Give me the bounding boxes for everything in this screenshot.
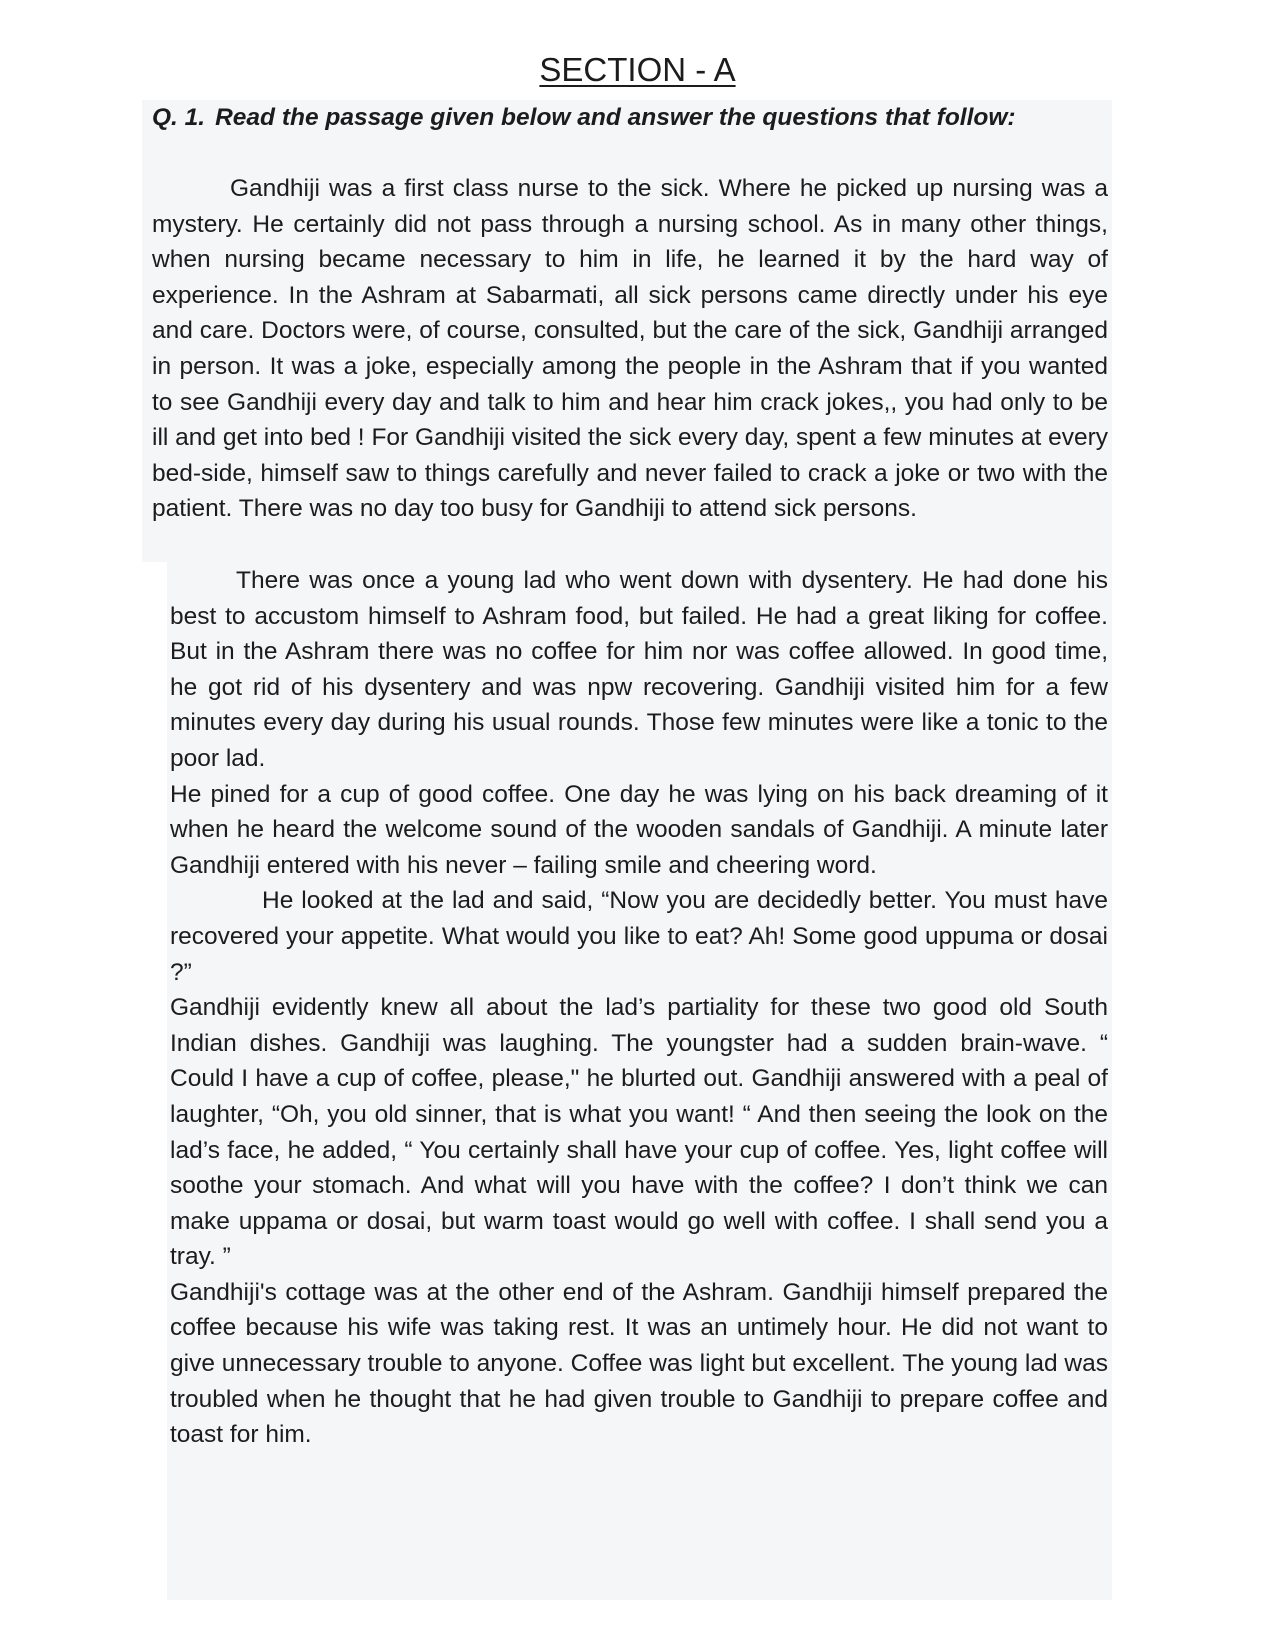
passage-paragraph-5: Gandhiji evidently knew all about the lad’s partiality for these two good old South Indian dishes. Gandhiji was laughing. The youngster had a sudden brain-wave. “ Could I have a cup of coffee, please," he blurted out. Gandhiji answered with a peal of laughter, “Oh, you old sinner, that is what you want! “ And then seeing the look on the lad’s face, he added, “ You certainly shall have your cup of coffee. Yes, light coffee will soothe your stomach. And what will you have with the coffee? I don’t think we can make uppama or dosai, but warm toast would go well with coffee. I shall send you a tray. ” xyxy=(170,994,1108,1271)
question-heading xyxy=(152,100,1112,136)
passage-paragraph-2: There was once a young lad who went down with dysentery. He had done his best to accustom himself to Ashram food, but failed. He had a great liking for coffee. But in the Ashram there was no coffee for him nor was coffee allowed. In good time, he got rid of his dysentery and was npw recovering. Gandhiji visited him for a few minutes every day during his usual rounds. Those few minutes were like a tonic to the poor lad. xyxy=(170,567,1108,772)
section-title-text: SECTION - A xyxy=(539,51,736,88)
passage-paragraph-4: He looked at the lad and said, “Now you are decidedly better. You must have recovered your appetite. What would you like to eat? Ah! Some good uppuma or dosai ?” xyxy=(170,887,1108,986)
passage-paragraph-3: He pined for a cup of good coffee. One day he was lying on his back dreaming of it when he heard the welcome sound of the wooden sandals of Gandhiji. A minute later Gandhiji entered with his never – failing smile and cheering word. xyxy=(170,780,1108,879)
passage-part-1 xyxy=(152,171,1108,527)
question-prompt: Read the passage given below and answer the questions that follow: xyxy=(215,104,1016,131)
passage-paragraph-1: Gandhiji was a first class nurse to the sick. Where he picked up nursing was a mystery. He certainly did not pass through a nursing school. As in many other things, when nursing became necessary to him in life, he learned it by the hard way of experience. In the Ashram at Sabarmati, all sick persons came directly under his eye and care. Doctors were, of course, consulted, but the care of the sick, Gandhiji arranged in person. It was a joke, especially among the people in the Ashram that if you wanted to see Gandhiji every day and talk to him and hear him crack jokes,, you had only to be ill and get into bed ! For Gandhiji visited the sick every day, spent a few minutes at every bed-side, himself saw to things carefully and never failed to crack a joke or two with the patient. There was no day too busy for Gandhiji to attend sick persons. xyxy=(152,175,1108,523)
section-title xyxy=(0,48,1275,92)
passage-paragraph-6: Gandhiji's cottage was at the other end of the Ashram. Gandhiji himself prepared the coffee because his wife was taking rest. It was an untimely hour. He did not want to give unnecessary trouble to anyone. Coffee was light but excellent. The young lad was troubled when he thought that he had given trouble to Gandhiji to prepare coffee and toast for him. xyxy=(170,1278,1108,1449)
question-number: Q. 1. xyxy=(152,104,206,131)
passage-part-2 xyxy=(170,563,1108,1453)
